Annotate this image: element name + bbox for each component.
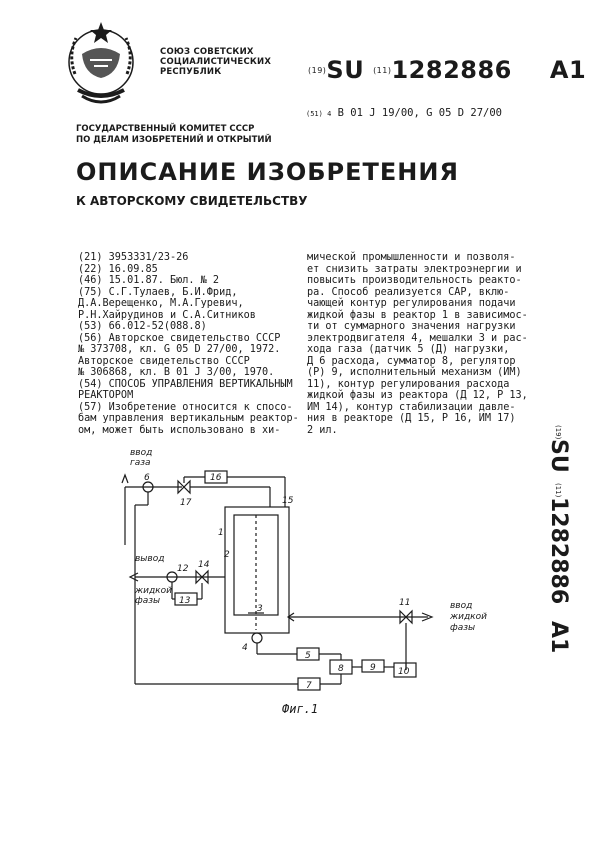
- biblio-line: РЕАКТОРОМ: [78, 390, 134, 401]
- inid-19: (19): [308, 66, 327, 75]
- abstract-line: электродвигателя 4, мешалки 3 и рас-: [307, 332, 528, 344]
- ipc-classification: [306, 107, 502, 119]
- patent-number: [308, 57, 586, 84]
- biblio-line: (53) 66.012-52(088.8): [78, 321, 207, 332]
- biblio-line: № 373708, кл. G 05 D 27/00, 1972.: [78, 344, 281, 355]
- abstract-line: жидкой фазы в реактор 1 в зависимос-: [307, 309, 528, 321]
- biblio-line: (56) Авторское свидетельство СССР: [78, 332, 281, 344]
- abstract-line: ет снизить затраты электроэнергии и: [307, 263, 522, 275]
- abstract-line: ния в реакторе (Д 15, Р 16, ИМ 17): [307, 413, 516, 424]
- org-line: СОЦИАЛИСТИЧЕСКИХ: [160, 57, 272, 67]
- org-line: РЕСПУБЛИК: [160, 67, 222, 77]
- label-liquid-inlet: фазы: [450, 623, 476, 633]
- label-15: 15: [282, 496, 294, 506]
- side-kind: A1: [546, 621, 571, 654]
- abstract-line: ти от суммарного значения нагрузки: [307, 321, 516, 332]
- abstract-line: 11), контур регулирования расхода: [307, 378, 510, 390]
- biblio-line: (22) 16.09.85: [78, 263, 158, 275]
- kind-code: A1: [549, 56, 587, 84]
- label-1: 1: [218, 528, 224, 538]
- label-12: 12: [177, 564, 189, 574]
- abstract-line: ра. Способ реализуется САР, вклю-: [307, 286, 510, 298]
- ipc-value: B 01 J 19/00, G 05 D 27/00: [337, 107, 502, 119]
- label-16: 16: [210, 473, 222, 483]
- label-outlet: вывод: [135, 554, 165, 564]
- biblio-line: (75) С.Г.Тулаев, Б.И.Фрид,: [78, 286, 238, 298]
- gas-inlet-arrow: [122, 475, 128, 483]
- side-inid-19: (19): [554, 425, 562, 440]
- biblio-line: Авторское свидетельство СССР: [78, 355, 250, 367]
- label-11: 11: [399, 598, 411, 608]
- committee: [76, 124, 272, 146]
- label-gas-inlet: ввод: [130, 448, 153, 458]
- document-subtitle: К АВТОРСКОМУ СВИДЕТЕЛЬСТВУ: [76, 194, 308, 208]
- abstract-line: повысить производительность реакто-: [307, 275, 522, 286]
- abstract-line: Д 6 расхода, сумматор 8, регулятор: [307, 355, 516, 367]
- label-outlet: фазы: [135, 596, 161, 606]
- state-emblem-icon: [60, 16, 142, 112]
- abstract-line: жидкой фазы из реактора (Д 12, Р 13,: [307, 390, 528, 401]
- biblio-line: Р.Н.Хайрудинов и С.А.Ситников: [78, 309, 256, 321]
- abstract: [307, 252, 557, 436]
- committee-line: ПО ДЕЛАМ ИЗОБРЕТЕНИЙ И ОТКРЫТИЙ: [76, 135, 272, 145]
- biblio-line: (54) СПОСОБ УПРАВЛЕНИЯ ВЕРТИКАЛЬНЫМ: [78, 378, 293, 390]
- org-line: СОЮЗ СОВЕТСКИХ: [160, 47, 254, 57]
- label-13: 13: [179, 596, 191, 606]
- abstract-line: ИМ 14), контур стабилизации давле-: [307, 401, 516, 413]
- label-5: 5: [305, 651, 311, 661]
- label-3: 3: [257, 604, 263, 614]
- label-9: 9: [370, 663, 376, 673]
- label-liquid-inlet: жидкой: [450, 612, 487, 622]
- biblio-line: (21) 3953331/23-26: [78, 252, 189, 263]
- ipc-label: (51) 4: [306, 110, 332, 118]
- side-marker: [542, 425, 582, 675]
- label-outlet: жидкой: [135, 586, 172, 596]
- motor-symbol: [252, 633, 262, 643]
- bibliographic-data: [78, 252, 318, 436]
- abstract-line: хода газа (датчик 5 (Д) нагрузки,: [307, 344, 510, 355]
- abstract-line: мической промышленности и позволя-: [307, 252, 516, 263]
- patent-number-value: 1282886: [391, 56, 512, 84]
- biblio-line: Д.А.Верещенко, М.А.Гуревич,: [78, 298, 244, 309]
- reactor-vessel: [225, 507, 289, 633]
- process-diagram: [60, 445, 540, 725]
- side-number: 1282886: [546, 497, 571, 605]
- label-4: 4: [242, 643, 248, 653]
- side-inid-11: (11): [554, 483, 562, 498]
- biblio-line: (57) Изобретение относится к спосо-: [78, 401, 293, 413]
- inid-11: (11): [373, 66, 392, 75]
- committee-line: ГОСУДАРСТВЕННЫЙ КОМИТЕТ СССР: [76, 124, 255, 134]
- label-17: 17: [180, 498, 192, 508]
- label-8: 8: [338, 664, 344, 674]
- figure-caption: Фиг.1: [282, 702, 319, 716]
- country-code: SU: [326, 56, 365, 84]
- label-10: 10: [398, 667, 410, 677]
- abstract-line: (Р) 9, исполнительный механизм (ИМ): [307, 367, 522, 378]
- abstract-line: чающей контур регулирования подачи: [307, 298, 516, 309]
- label-14: 14: [198, 560, 210, 570]
- label-gas-inlet: газа: [130, 458, 151, 468]
- document-title: ОПИСАНИЕ ИЗОБРЕТЕНИЯ: [76, 158, 459, 186]
- label-7: 7: [306, 681, 312, 691]
- biblio-line: ом, может быть использовано в хи-: [78, 424, 281, 436]
- biblio-line: (46) 15.01.87. Бюл. № 2: [78, 275, 220, 286]
- label-liquid-inlet: ввод: [450, 601, 473, 611]
- org-name: [160, 47, 271, 77]
- biblio-line: № 306868, кл. В 01 J 3/00, 1970.: [78, 367, 275, 378]
- side-country: SU: [546, 439, 571, 473]
- abstract-line: 2 ил.: [307, 424, 338, 436]
- label-2: 2: [224, 550, 230, 560]
- label-6: 6: [144, 473, 150, 483]
- biblio-line: бам управления вертикальным реактор-: [78, 413, 299, 424]
